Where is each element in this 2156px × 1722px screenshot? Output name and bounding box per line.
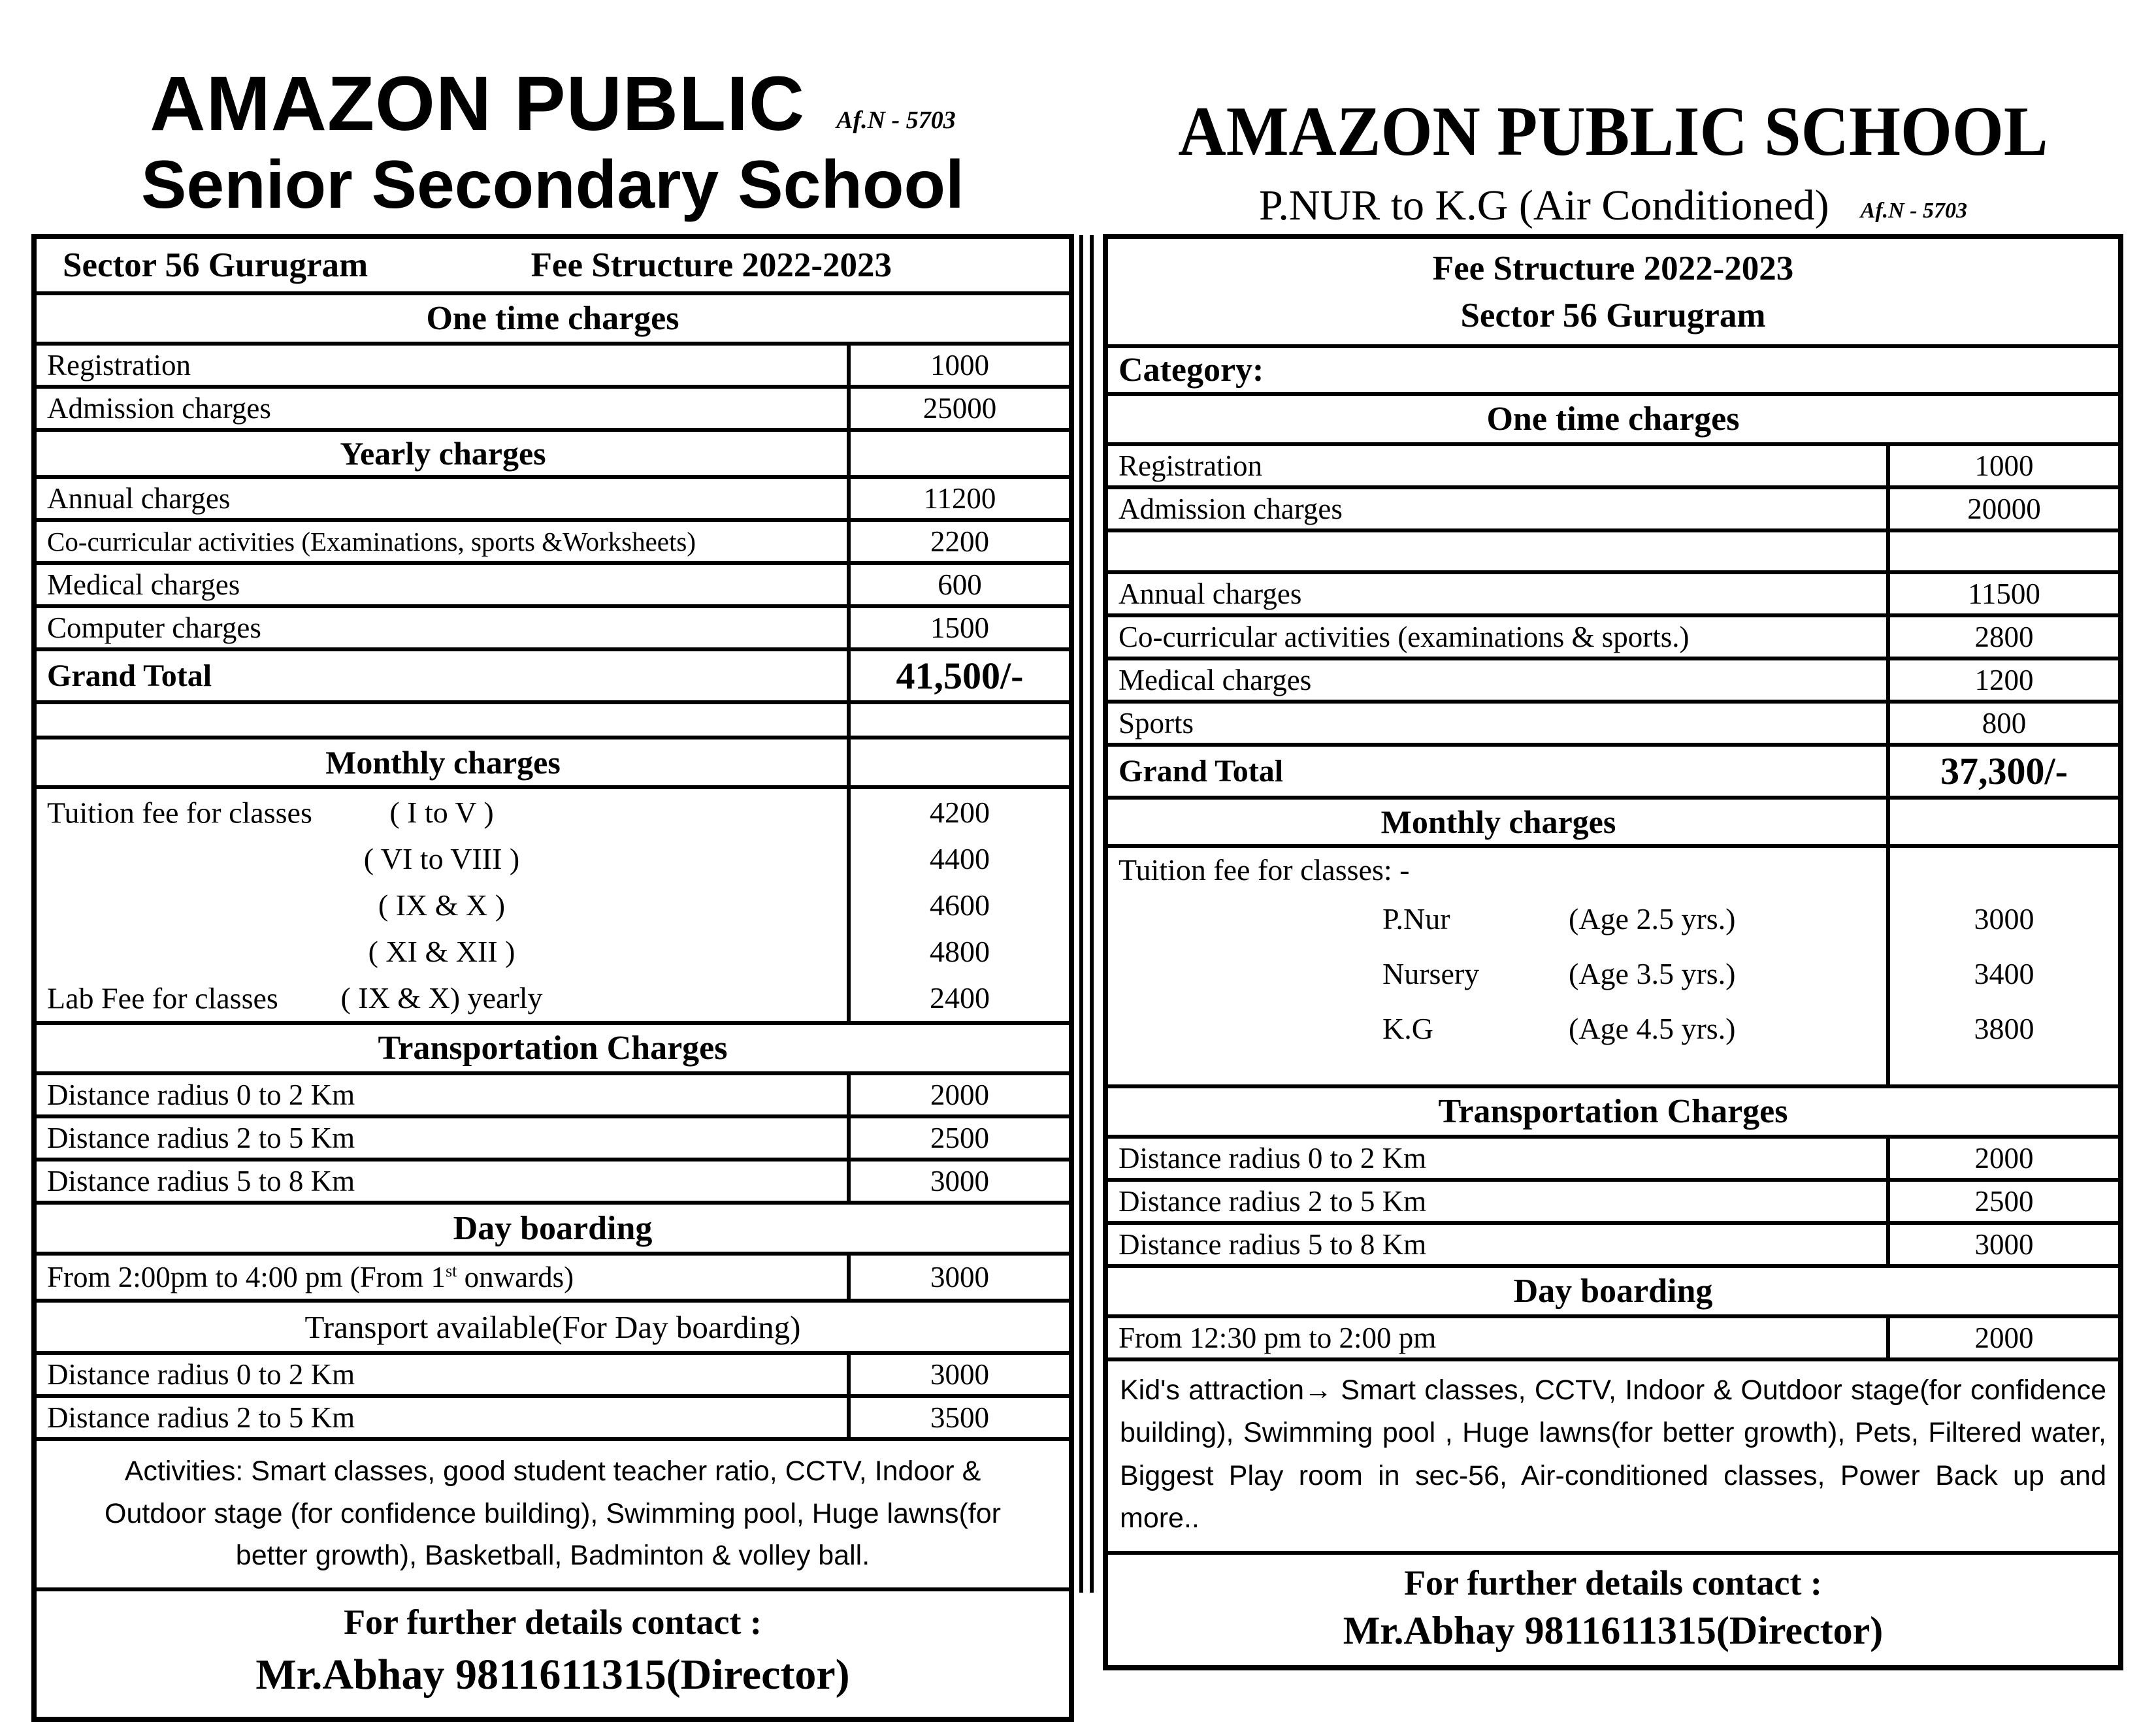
row-label: Admission charges xyxy=(1119,493,1343,526)
pre-primary-fee-table xyxy=(1103,234,2123,1670)
right-affiliation-number: Af.N - 5703 xyxy=(1860,199,1968,223)
row-value-empty xyxy=(1886,1056,2118,1084)
row-label: Distance radius 5 to 8 Km xyxy=(47,1165,355,1197)
tuition-row xyxy=(37,836,1069,882)
senior-school-column xyxy=(31,0,1074,1722)
row-value: 25000 xyxy=(847,389,1069,428)
tuition-value: 3400 xyxy=(1886,946,2118,1001)
tuition-row xyxy=(1108,1001,2118,1056)
row-label: Medical charges xyxy=(47,568,240,601)
contact-details: Mr.Abhay 9811611315(Director) xyxy=(1343,1608,1884,1652)
tuition-row xyxy=(1108,946,2118,1001)
left-affiliation-number: Af.N - 5703 xyxy=(836,106,956,134)
row-value: 1200 xyxy=(1886,660,2118,700)
row-value: 2000 xyxy=(1886,1139,2118,1178)
tuition-value: 4400 xyxy=(847,836,1069,882)
spacer-row xyxy=(1108,1056,2118,1084)
location-label: Sector 56 Gurugram xyxy=(63,246,368,284)
row-value: 11200 xyxy=(847,479,1069,518)
right-header xyxy=(1103,0,2123,234)
pre-primary-school-column xyxy=(1103,0,2123,1670)
fee-structure-label: Fee Structure 2022-2023 xyxy=(1432,250,1794,287)
contact-details: Mr.Abhay 9811611315(Director) xyxy=(255,1650,850,1698)
right-subtitle-line xyxy=(1103,184,2123,227)
table-row xyxy=(37,1158,1069,1201)
row-label: Registration xyxy=(47,349,191,382)
time-post: onwards) xyxy=(457,1261,574,1293)
table-row xyxy=(37,604,1069,647)
tuition-row xyxy=(37,882,1069,928)
row-value: 600 xyxy=(847,565,1069,604)
table-row xyxy=(37,1394,1069,1437)
contact-block xyxy=(37,1587,1069,1717)
row-label-empty xyxy=(1108,532,1886,570)
tuition-value: 4800 xyxy=(847,928,1069,975)
table-row xyxy=(1108,1178,2118,1221)
tuition-label-cell xyxy=(37,882,847,928)
row-value: 2000 xyxy=(1886,1318,2118,1357)
row-value: 2500 xyxy=(1886,1182,2118,1221)
class-age: (Age 4.5 yrs.) xyxy=(1569,1011,1736,1045)
row-value: 1000 xyxy=(847,346,1069,385)
section-header-monthly: Monthly charges xyxy=(1380,804,1616,841)
lab-fee-label: Lab Fee for classes xyxy=(47,981,278,1015)
class-range: ( XI & XII ) xyxy=(368,935,515,968)
tuition-label-cell xyxy=(37,928,847,975)
day-boarding-row xyxy=(37,1252,1069,1299)
grand-total-row xyxy=(37,647,1069,700)
row-label: Computer charges xyxy=(47,611,261,644)
grand-total-value: 41,500/- xyxy=(847,651,1069,700)
activities-note: Activities: Smart classes, good student teacher ratio, CCTV, Indoor & Outdoor stage (for confidence building), Swimming pool, Huge lawns(for better growth), Basketball, Badminton & volley ball. xyxy=(37,1437,1069,1587)
table-row xyxy=(37,385,1069,428)
section-header-monthly-row xyxy=(1108,796,2118,844)
row-label: Distance radius 2 to 5 Km xyxy=(47,1122,355,1154)
row-value: 1000 xyxy=(1886,446,2118,485)
tuition-value: 4600 xyxy=(847,882,1069,928)
row-label: Sports xyxy=(1119,707,1194,740)
section-header-day-boarding: Day boarding xyxy=(37,1201,1069,1252)
class-cell xyxy=(1108,891,1886,946)
section-header-transportation: Transportation Charges xyxy=(37,1021,1069,1071)
contact-heading: For further details contact : xyxy=(344,1602,762,1642)
table-row xyxy=(1108,657,2118,700)
right-school-subtitle: P.NUR to K.G (Air Conditioned) xyxy=(1258,182,1829,229)
table-row xyxy=(1108,700,2118,743)
row-value: 3500 xyxy=(847,1398,1069,1437)
table-row xyxy=(37,518,1069,561)
row-value-empty xyxy=(847,432,1069,475)
time-superscript: st xyxy=(446,1261,457,1280)
row-value-empty xyxy=(1886,532,2118,570)
time-pre: From 2:00pm to 4:00 pm (From 1 xyxy=(47,1261,446,1293)
row-label: Distance radius 5 to 8 Km xyxy=(1119,1228,1427,1261)
section-header-yearly-row xyxy=(37,428,1069,475)
row-label: Admission charges xyxy=(47,392,271,425)
tuition-row xyxy=(1108,891,2118,946)
tuition-row xyxy=(37,928,1069,975)
row-label: Medical charges xyxy=(1119,664,1312,697)
row-label: Distance radius 0 to 2 Km xyxy=(47,1358,355,1391)
grand-total-label: Grand Total xyxy=(47,658,212,693)
time-text xyxy=(47,1260,574,1294)
section-header-day-transport: Transport available(For Day boarding) xyxy=(37,1299,1069,1351)
class-name: P.Nur xyxy=(1382,902,1450,935)
tuition-value: 3800 xyxy=(1886,1001,2118,1056)
class-age: (Age 2.5 yrs.) xyxy=(1569,902,1736,935)
row-value: 2500 xyxy=(847,1118,1069,1158)
row-label: Distance radius 2 to 5 Km xyxy=(1119,1185,1427,1218)
contact-block xyxy=(1108,1551,2118,1665)
class-range: ( I to V ) xyxy=(389,796,494,829)
left-school-subtitle: Senior Secondary School xyxy=(141,147,964,223)
table-header-cell xyxy=(1108,239,2118,344)
location-label: Sector 56 Gurugram xyxy=(1460,296,1766,334)
tuition-fee-label: Tuition fee for classes: - xyxy=(1119,853,1410,886)
lab-fee-label-cell xyxy=(37,975,847,1021)
row-value: 11500 xyxy=(1886,574,2118,613)
class-range: ( IX & X ) xyxy=(378,888,506,922)
row-value: 800 xyxy=(1886,704,2118,743)
row-value: 2000 xyxy=(847,1075,1069,1114)
section-header-one-time: One time charges xyxy=(1108,392,2118,442)
tuition-label-cell xyxy=(37,836,847,882)
row-label: Co-curricular activities (Examinations, sports &Worksheets) xyxy=(47,527,696,557)
senior-fee-table xyxy=(31,234,1074,1722)
table-row xyxy=(37,1071,1069,1114)
lab-fee-range: ( IX & X) yearly xyxy=(340,981,543,1015)
row-label-empty xyxy=(1108,1056,1886,1084)
table-row xyxy=(37,1351,1069,1394)
tuition-heading-row xyxy=(1108,848,2118,891)
row-value: 3000 xyxy=(847,1162,1069,1201)
tuition-label-cell xyxy=(37,789,847,836)
contact-heading: For further details contact : xyxy=(1404,1563,1822,1602)
lab-fee-value: 2400 xyxy=(847,975,1069,1021)
table-row xyxy=(1108,1221,2118,1264)
row-label: Co-curricular activities (examinations & sports.) xyxy=(1119,621,1690,654)
grand-total-value: 37,300/- xyxy=(1886,747,2118,796)
class-cell xyxy=(1108,1001,1886,1056)
table-row xyxy=(37,1114,1069,1158)
tuition-value: 3000 xyxy=(1886,891,2118,946)
row-label: Distance radius 0 to 2 Km xyxy=(47,1079,355,1111)
section-header-day-boarding: Day boarding xyxy=(1108,1264,2118,1314)
row-label: Distance radius 2 to 5 Km xyxy=(47,1401,355,1434)
row-value-empty xyxy=(1886,848,2118,891)
left-header xyxy=(31,0,1074,234)
empty-row xyxy=(1108,528,2118,570)
table-row xyxy=(37,475,1069,518)
right-school-name: AMAZON PUBLIC SCHOOL xyxy=(1178,93,2048,171)
section-header-one-time: One time charges xyxy=(37,291,1069,342)
class-name: Nursery xyxy=(1382,956,1480,990)
page-divider xyxy=(1079,235,1094,1593)
table-row xyxy=(1108,442,2118,485)
day-boarding-time: From 12:30 pm to 2:00 pm xyxy=(1119,1322,1437,1355)
class-name: K.G xyxy=(1382,1011,1433,1045)
row-value: 20000 xyxy=(1886,489,2118,528)
day-boarding-row xyxy=(1108,1314,2118,1357)
day-boarding-time xyxy=(37,1256,847,1299)
section-header-monthly-row xyxy=(37,736,1069,785)
class-range: ( VI to VIII ) xyxy=(363,842,520,875)
table-row xyxy=(1108,613,2118,657)
row-label: Registration xyxy=(1119,449,1262,483)
class-cell xyxy=(1108,946,1886,1001)
row-value-empty xyxy=(847,739,1069,785)
row-value: 3000 xyxy=(847,1256,1069,1299)
section-header-monthly: Monthly charges xyxy=(325,744,561,781)
tuition-row xyxy=(37,789,1069,836)
table-row xyxy=(37,561,1069,604)
tuition-fee-label: Tuition fee for classes xyxy=(47,796,312,829)
row-label-empty xyxy=(37,704,847,736)
left-school-name: AMAZON PUBLIC xyxy=(150,61,806,147)
left-title-line xyxy=(31,61,1074,147)
row-label: Distance radius 0 to 2 Km xyxy=(1119,1142,1427,1175)
grand-total-label: Grand Total xyxy=(1119,754,1284,789)
kids-attraction-note: Kid's attraction→ Smart classes, CCTV, Indoor & Outdoor stage(for confidence building), Swimming pool , Huge lawns(for better growth), Pets, Filtered water, Biggest Play room in sec-56, Air-conditioned classes, Power Back up and more.. xyxy=(1108,1357,2118,1550)
row-value: 3000 xyxy=(847,1355,1069,1394)
row-value-empty xyxy=(1886,800,2118,844)
table-row xyxy=(1108,570,2118,613)
row-value: 2800 xyxy=(1886,617,2118,657)
table-row xyxy=(37,342,1069,385)
row-label: Annual charges xyxy=(1119,577,1302,611)
table-row xyxy=(1108,485,2118,528)
monthly-charges-block xyxy=(1108,844,2118,1084)
monthly-charges-block xyxy=(37,785,1069,1021)
class-age: (Age 3.5 yrs.) xyxy=(1569,956,1736,990)
grand-total-row xyxy=(1108,743,2118,796)
row-value-empty xyxy=(847,704,1069,736)
fee-structure-label: Fee Structure 2022-2023 xyxy=(531,246,892,284)
table-header-row xyxy=(37,239,1069,291)
section-header-yearly: Yearly charges xyxy=(340,435,546,472)
tuition-value: 4200 xyxy=(847,789,1069,836)
section-header-transportation: Transportation Charges xyxy=(1108,1084,2118,1135)
row-label: Annual charges xyxy=(47,482,231,515)
category-row: Category: xyxy=(1108,344,2118,392)
table-row xyxy=(1108,1135,2118,1178)
row-value: 2200 xyxy=(847,522,1069,561)
lab-fee-row xyxy=(37,975,1069,1021)
row-value: 1500 xyxy=(847,608,1069,647)
empty-row xyxy=(37,700,1069,736)
row-value: 3000 xyxy=(1886,1225,2118,1264)
